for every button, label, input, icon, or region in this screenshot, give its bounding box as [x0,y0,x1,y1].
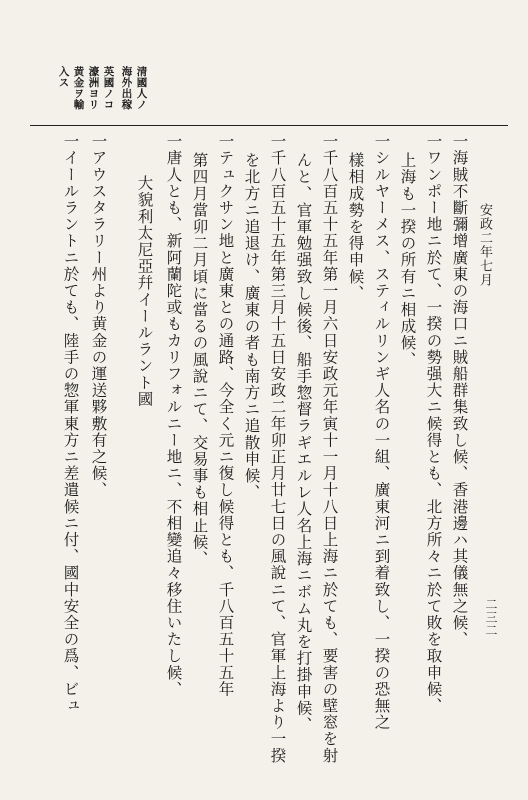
text-column: 一アウスタラリー州より黄金の運送夥敷有之候、 [89,133,108,499]
header-rule [30,125,508,126]
text-column: を北方ニ追退け、廣東の者も南方ニ追散申候、 [242,152,261,501]
text-column: 上海も一揆の所有ニ相成候、 [398,152,417,368]
text-column: 一シルヤーメス、スティルリンギ人名の一組、廣東河ニ到着致し、一揆の恐無之 [372,133,391,731]
running-header: 安政二年七月 [477,203,492,287]
text-column: んと、官軍勉强致し候後、船手惣督ラギエルレ人名上海ニボム丸を打掛申候、 [294,152,313,733]
margin-note: 海外出稼 [120,66,133,110]
text-column: 一イールラントニ於ても、陸手の惣軍東方ニ差遣候ニ付、國中安全の爲、ビュ [61,133,80,714]
margin-note: 清國人ノ [135,66,148,110]
page-number: 二三二 [484,598,498,637]
margin-note: 英國ノコ [102,66,115,110]
text-column: 第四月當卯二月頃に當るの風說ニて、交易事も相止候、 [190,152,209,567]
margin-note: 入ス [57,66,70,88]
text-column: 一千八百五十五年第一月六日安政元年寅十一月十八日上海ニ於ても、要害の壁窓を射 [320,133,339,764]
margin-note: 黄金ヲ輸 [72,66,85,110]
section-heading: 大貌利太尼亞幷イールラント國 [135,175,154,408]
text-column: 一唐人とも、新阿蘭陀或もカリフォルニー地ニ、不相變追々移住いたし候、 [164,133,183,698]
text-column: 一海賊不斷彌增廣東の海口ニ賊船群集致し候、香港邊ハ其儀無之候、 [450,133,469,648]
text-column: 一ワンポー地ニ於て、一揆の勢强大ニ候得とも、北方所々ニ於て敗を取申候、 [424,133,443,714]
text-column: 一千八百五十五年第三月十五日安政二年卯正月廿七日の風說ニて、官軍上海より一揆 [268,133,287,764]
text-column: 一テュクサン地と廣東との通路、今全く元ニ復し候得とも、千八百五十五年 [216,133,235,698]
margin-note: 濠洲ヨリ [87,66,100,110]
text-column: 樣相成勢を得申候、 [346,152,365,302]
